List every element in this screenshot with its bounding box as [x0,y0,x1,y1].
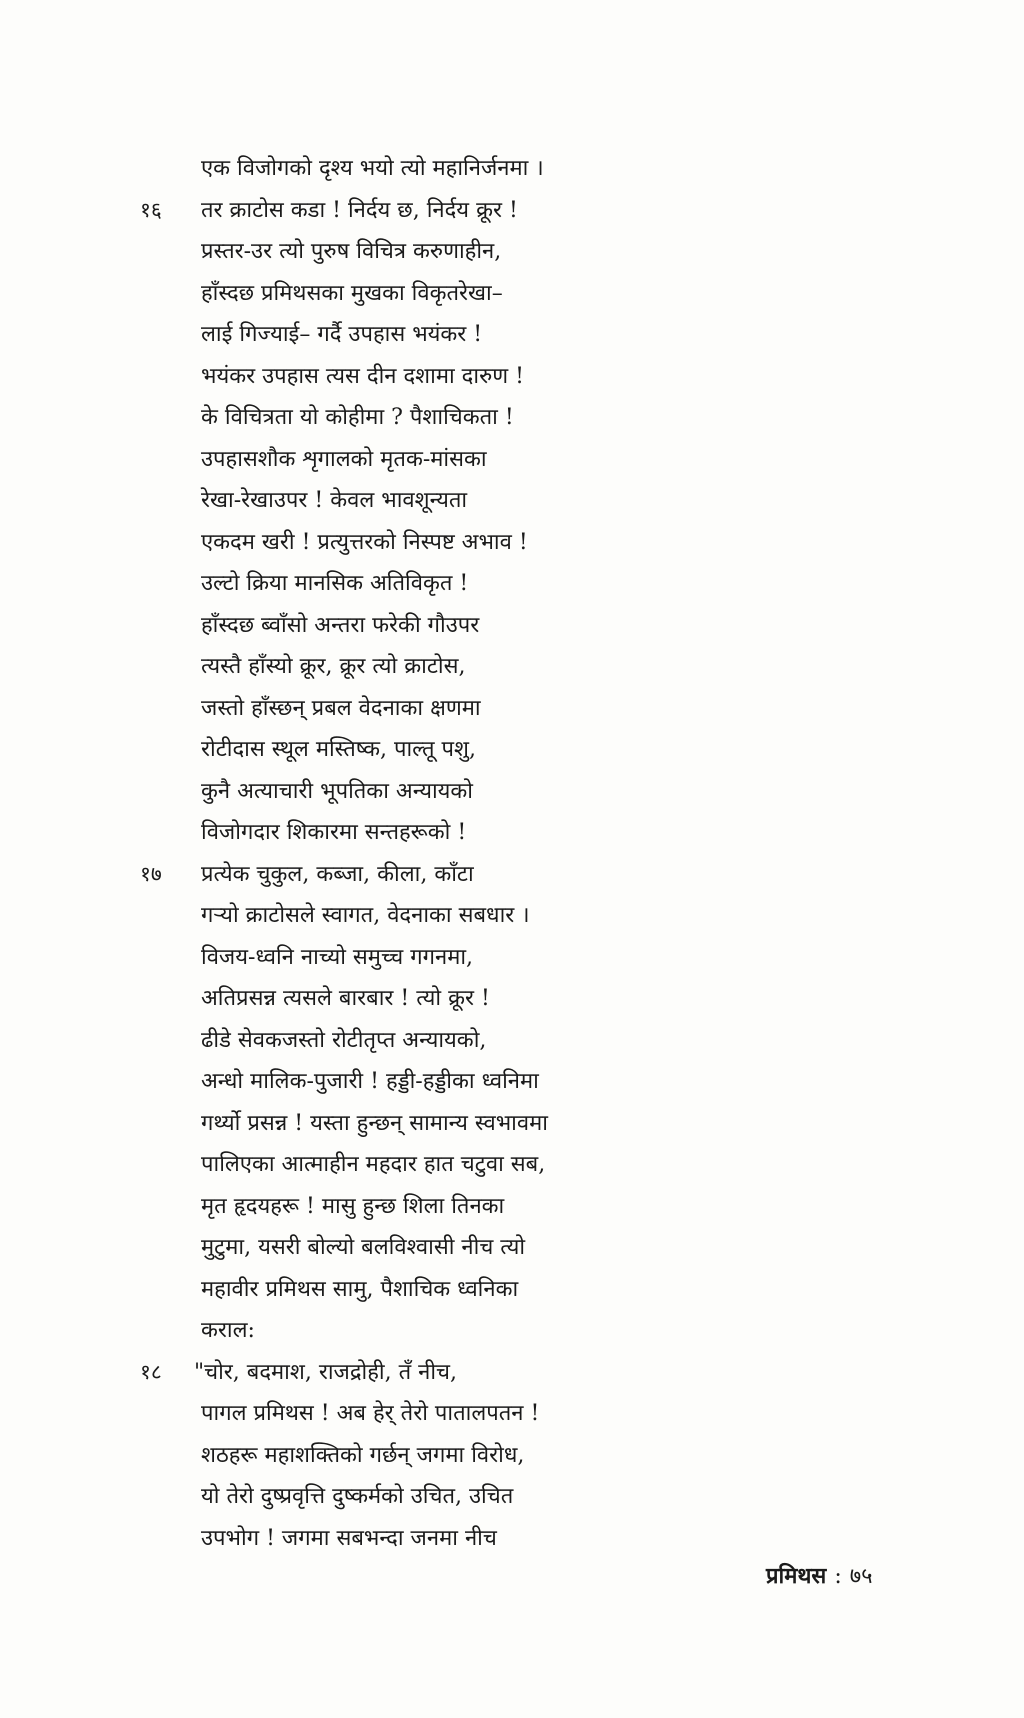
poem-line [0,1020,1024,1062]
poem-line [0,397,1024,439]
footer-separator: : [834,1564,842,1589]
poem-line [0,937,1024,979]
poem-line-text: कराल: [201,1318,255,1343]
poem-line [0,314,1024,356]
poem-line [0,480,1024,522]
poem-line-text: हाँस्दछ ब्वाँसो अन्तरा फरेकी गौउपर [201,612,480,638]
poem-line [0,190,1024,232]
poem-line-text: यो तेरो दुष्प्रवृत्ति दुष्कर्मको उचित, उचित [201,1484,514,1509]
stanza-number: १७ [140,861,162,886]
poem-line-text: भयंकर उपहास त्यस दीन दशामा दारुण ! [201,363,524,389]
poem-line [0,812,1024,854]
poem-line-text: जस्तो हाँस्छन् प्रबल वेदनाका क्षणमा [201,695,481,721]
poem-line-text: अन्धो मालिक-पुजारी ! हड्डी-हड्डीका ध्वनिमा [201,1069,539,1094]
poem-line-text: त्यस्तै हाँस्यो क्रूर, क्रूर त्यो क्राटोस, [201,654,466,679]
poem-line [0,1061,1024,1103]
poem-line-text: एकदम खरी ! प्रत्युत्तरको निस्पष्ट अभाव ! [201,529,528,555]
poem-line-text: "चोर, बदमाश, राजद्रोही, तँ नीच, [194,1359,457,1385]
poem-line-text: अतिप्रसन्न त्यसले बारबार ! त्यो क्रूर ! [201,986,490,1011]
poem-line-text: विजय-ध्वनि नाच्यो समुच्च गगनमा, [201,944,474,970]
page-footer [766,1560,873,1590]
poem-line-text: लाई गिज्याई– गर्दै उपहास भयंकर ! [201,322,483,347]
poem-line-text: हाँस्दछ प्रमिथसका मुखका विकृतरेखा– [201,280,503,306]
poem-line-text: उपहासशौक शृगालको मृतक-मांसका [201,446,487,472]
stanza-number: १८ [140,1359,162,1384]
poem-line-text: प्रस्तर-उर त्यो पुरुष विचित्र करुणाहीन, [201,239,502,264]
poem-line-text: गर्थ्यो प्रसन्न ! यस्ता हुन्छन् सामान्य स्वभावमा [201,1110,548,1136]
poem-line [0,895,1024,937]
poem-line [0,729,1024,771]
poem-line [0,1518,1024,1560]
poem-line [0,1476,1024,1518]
poem-line-text: रेखा-रेखाउपर ! केवल भावशून्यता [201,488,468,513]
poem-line [0,356,1024,398]
poem-line [0,646,1024,688]
poem-line [0,563,1024,605]
poem-line-text: तर क्राटोस कडा ! निर्दय छ, निर्दय क्रूर ! [201,197,518,223]
poem-line [0,1269,1024,1311]
poem-line-text: पागल प्रमिथस ! अब हेर् तेरो पातालपतन ! [201,1401,540,1426]
poem-line [0,273,1024,315]
poem-line [0,771,1024,813]
poem-line [0,978,1024,1020]
poem-line-text: पालिएका आत्माहीन महदार हात चटुवा सब, [201,1152,546,1177]
poem-line-text: उपभोग ! जगमा सबभन्दा जनमा नीच [201,1525,497,1551]
poem-body [0,148,1024,1559]
poem-line-text: प्रत्येक चुकुल, कब्जा, कीला, काँटा [201,861,474,887]
poem-line-text: विजोगदार शिकारमा सन्तहरूको ! [201,820,467,845]
poem-line [0,605,1024,647]
poem-line-text: गर्‍यो क्राटोसले स्वागत, वेदनाका सबधार । [201,903,530,928]
poem-line [0,439,1024,481]
poem-line-text: महावीर प्रमिथस सामु, पैशाचिक ध्वनिका [201,1276,519,1302]
poem-line [0,1144,1024,1186]
poem-line [0,1352,1024,1394]
poem-line-text: कुनै अत्याचारी भूपतिका अन्यायको [201,778,474,804]
running-title: प्रमिथस [766,1563,827,1589]
poem-line-text: एक विजोगको दृश्य भयो त्यो महानिर्जनमा । [201,156,544,181]
poem-line [0,1227,1024,1269]
poem-line-text: उल्टो क्रिया मानसिक अतिविकृत ! [201,571,469,596]
poem-line [0,231,1024,273]
poem-line-text: रोटीदास स्थूल मस्तिष्क, पाल्तू पशु, [201,737,476,762]
poem-line [0,522,1024,564]
stanza-number: १६ [140,197,162,222]
poem-line-text: शठहरू महाशक्तिको गर्छन् जगमा विरोध, [201,1442,525,1468]
poem-line [0,688,1024,730]
poem-line [0,854,1024,896]
poem-line-text: मुटुमा, यसरी बोल्यो बलविश्वासी नीच त्यो [201,1235,526,1260]
poem-line [0,1393,1024,1435]
poem-line [0,1435,1024,1477]
poem-line-text: के विचित्रता यो कोहीमा ? पैशाचिकता ! [201,405,514,430]
poem-line [0,148,1024,190]
poem-line [0,1186,1024,1228]
poem-line [0,1310,1024,1352]
poem-line-text: मृत हृदयहरू ! मासु हुन्छ शिला तिनका [201,1193,505,1219]
poem-line [0,1103,1024,1145]
poem-line-text: ढीडे सेवकजस्तो रोटीतृप्त अन्यायको, [201,1027,487,1053]
page-number: ७५ [849,1564,873,1589]
